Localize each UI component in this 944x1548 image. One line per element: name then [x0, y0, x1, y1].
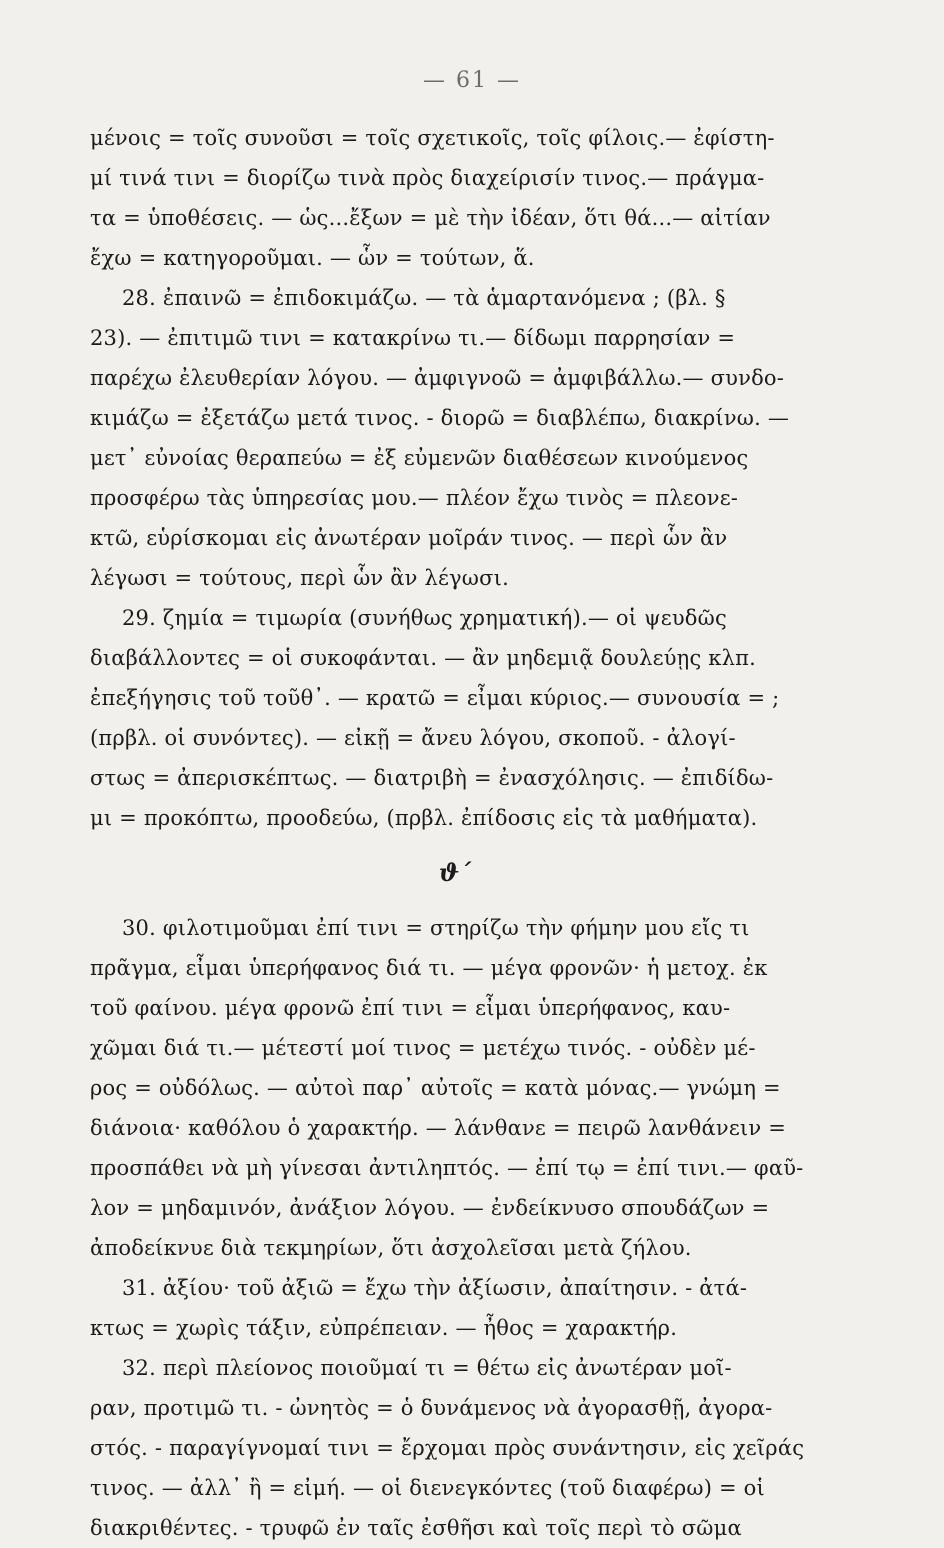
text-line: προσπάθει νὰ μὴ γίνεσαι ἀντιληπτός. — ἐπί τῳ = ἐπί τινι.— φαῦ-	[90, 1156, 804, 1180]
text-line: προσφέρω τὰς ὑπηρεσίας μου.— πλέον ἔχω τινὸς = πλεονε-	[90, 486, 739, 510]
text-line: ἀποδείκνυε διὰ τεκμηρίων, ὅτι ἀσχολεῖσαι μετὰ ζήλου.	[90, 1236, 692, 1260]
text-line: ἔχω = κατηγοροῦμαι. — ὧν = τούτων, ἅ.	[90, 246, 535, 270]
text-line: μι = προκόπτω, προοδεύω, (πρβλ. ἐπίδοσις εἰς τὰ μαθήματα).	[90, 806, 758, 830]
text-line: (πρβλ. οἱ συνόντες). — εἰκῇ = ἄνευ λόγου, σκοποῦ. - ἀλογί-	[90, 726, 736, 750]
text-line: χῶμαι διά τι.— μέτεστί μοί τινος = μετέχω τινός. - οὐδὲν μέ-	[90, 1036, 756, 1060]
text-line: ραν, προτιμῶ τι. - ὠνητὸς = ὁ δυνάμενος νὰ ἀγορασθῇ, ἀγορα-	[90, 1396, 773, 1420]
text-line: 23). — ἐπιτιμῶ τινι = κατακρίνω τι.— δίδωμι παρρησίαν =	[90, 326, 736, 350]
text-line: διαβάλλοντες = οἱ συκοφάνται. — ἂν μηδεμιᾷ δουλεύῃς κλπ.	[90, 646, 756, 670]
glossary-text	[90, 118, 820, 1548]
text-line: διάνοια· καθόλου ὁ χαρακτήρ. — λάνθανε = πειρῶ λανθάνειν =	[90, 1116, 786, 1140]
text-line: τα = ὑποθέσεις. — ὡς...ἔξων = μὲ τὴν ἰδέαν, ὅτι θά...— αἰτίαν	[90, 206, 771, 230]
text-line: μένοις = τοῖς συνοῦσι = τοῖς σχετικοῖς, τοῖς φίλοις.— ἐφίστη-	[90, 126, 775, 150]
text-line: τοῦ φαίνου. μέγα φρονῶ ἐπί τινι = εἶμαι ὑπερήφανος, καυ-	[90, 996, 731, 1020]
text-line: ρος = οὐδόλως. — αὐτοὶ παρ᾽ αὐτοῖς = κατὰ μόνας.— γνώμη =	[90, 1076, 781, 1100]
text-line: λον = μηδαμινόν, ἀνάξιον λόγου. — ἐνδείκνυσο σπουδάζων =	[90, 1196, 770, 1220]
page-number: — 61 —	[423, 68, 521, 93]
text-line: 31. ἀξίου· τοῦ ἀξιῶ = ἔχω τὴν ἀξίωσιν, ἀπαίτησιν. - ἀτά-	[122, 1276, 748, 1300]
text-line: 32. περὶ πλείονος ποιοῦμαί τι = θέτω εἰς ἀνωτέραν μοῖ-	[122, 1356, 732, 1380]
text-line: ἐπεξήγησις τοῦ τοῦθ᾽. — κρατῶ = εἶμαι κύριος.— συνουσία = ;	[90, 686, 780, 710]
text-line: στός. - παραγίγνομαί τινι = ἔρχομαι πρὸς συνάντησιν, εἰς χεῖράς	[90, 1436, 805, 1460]
text-line: μί τινά τινι = διορίζω τινὰ πρὸς διαχείρισίν τινος.— πράγμα-	[90, 166, 765, 190]
text-line: κιμάζω = ἐξετάζω μετά τινος. - διορῶ = διαβλέπω, διακρίνω. —	[90, 406, 790, 430]
text-line: στως = ἀπερισκέπτως. — διατριβὴ = ἐνασχόλησις. — ἐπιδίδω-	[90, 766, 774, 790]
text-line: παρέχω ἐλευθερίαν λόγου. — ἀμφιγνοῶ = ἀμφιβάλλω.— συνδο-	[90, 366, 785, 390]
text-line: 29. ζημία = τιμωρία (συνήθως χρηματική).— οἱ ψευδῶς	[122, 606, 727, 630]
text-line: 30. φιλοτιμοῦμαι ἐπί τινι = στηρίζω τὴν φήμην μου εἴς τι	[122, 916, 750, 940]
text-line: διακριθέντες. - τρυφῶ ἐν ταῖς ἐσθῆσι καὶ τοῖς περὶ τὸ σῶμα	[90, 1516, 742, 1540]
notes-30-32	[90, 908, 820, 1548]
text-line: μετ᾽ εὐνοίας θεραπεύω = ἐξ εὐμενῶν διαθέσεων κινούμενος	[90, 446, 749, 470]
text-line: τινος. — ἀλλ᾽ ἢ = εἰμή. — οἱ διενεγκόντες (τοῦ διαφέρω) = οἱ	[90, 1476, 765, 1500]
text-line: κτως = χωρὶς τάξιν, εὐπρέπειαν. — ἦθος = χαρακτήρ.	[90, 1316, 678, 1340]
section-marker: ϑ΄	[438, 858, 472, 887]
text-line: πρᾶγμα, εἶμαι ὑπερήφανος διά τι. — μέγα φρονῶν· ἡ μετοχ. ἐκ	[90, 956, 768, 980]
notes-28-29	[90, 118, 820, 838]
text-line: κτῶ, εὑρίσκομαι εἰς ἀνωτέραν μοῖράν τινος. — περὶ ὧν ἂν	[90, 526, 728, 550]
text-line: 28. ἐπαινῶ = ἐπιδοκιμάζω. — τὰ ἁμαρτανόμενα ; (βλ. §	[122, 286, 726, 310]
text-line: λέγωσι = τούτους, περὶ ὧν ἂν λέγωσι.	[90, 566, 509, 590]
